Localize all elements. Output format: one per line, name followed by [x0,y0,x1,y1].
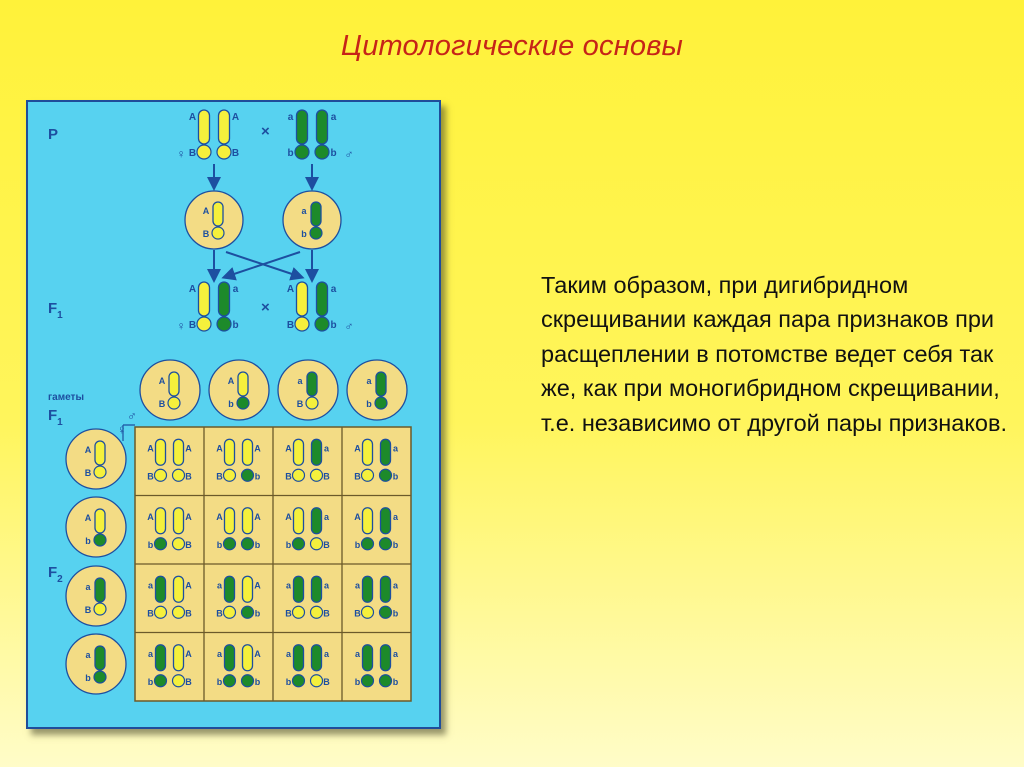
chromosome-dot [380,675,392,687]
allele-label: A [254,648,261,659]
allele-label: b [85,673,91,683]
chromosome-bar [381,439,391,465]
chromosome-dot [242,538,254,550]
allele-label: B [185,539,192,550]
chromosome-bar [213,202,223,226]
label-F1-letter: F [48,300,58,317]
allele-label: A [147,443,154,454]
chromosome-bar [381,508,391,534]
chromosome-dot [311,675,323,687]
chromosome-bar [199,110,210,144]
chromosome-dot [168,397,180,409]
chromosome-bar [156,576,166,602]
label-F2 [48,564,63,585]
chromosome-dot [380,606,392,618]
chromosome-dot [315,145,329,159]
punnett-male-symbol: ♂ [127,408,137,423]
allele-label: b [216,676,223,687]
chromosome-dot [293,469,305,481]
chromosome-bar [219,110,230,144]
allele-label: B [185,608,192,619]
allele-label: a [147,648,154,659]
allele-label: b [285,539,292,550]
chromosome-bar [219,282,230,316]
allele-label: a [392,511,399,522]
chromosome-bar [225,576,235,602]
chromosome-bar [243,576,253,602]
chromosome-dot [242,606,254,618]
allele-label: b [392,676,399,687]
chromosome-dot [237,397,249,409]
label-F2-letter: F [48,564,58,581]
chromosome-bar [363,576,373,602]
f1-gamete-top-4 [347,360,407,420]
chromosome-dot [155,538,167,550]
chromosome-bar [95,578,105,602]
chromosome-bar [294,576,304,602]
allele-label: a [216,580,223,591]
chromosome-dot [94,671,106,683]
chromosome-bar [381,645,391,671]
f1-gamete-left-4 [66,634,126,694]
diagram-canvas [28,102,439,727]
chromosome-dot [94,534,106,546]
chromosome-bar [199,282,210,316]
allele-label: B [285,608,292,619]
allele-label: b [85,536,91,546]
chromosome-bar [376,372,386,396]
chromosome-dot [380,469,392,481]
allele-label: A [354,511,361,522]
f1-gamete-top-3 [278,360,338,420]
allele-label: b [228,399,234,409]
allele-label: B [323,676,330,687]
chromosome-bar [174,576,184,602]
chromosome-dot [362,675,374,687]
chromosome-bar [307,372,317,396]
allele-label: a [301,206,307,216]
allele-label: B [188,320,197,331]
allele-label: B [147,471,154,482]
chromosome-dot [311,606,323,618]
allele-label: A [202,206,210,216]
chromosome-dot [155,469,167,481]
chromosome-bar [312,576,322,602]
chromosome-bar [95,509,105,533]
chromosome-dot [242,675,254,687]
chromosome-bar [225,439,235,465]
label-F2-sub: 2 [57,574,63,585]
allele-label: a [85,650,91,660]
allele-label: b [354,539,361,550]
chromosome-dot [242,469,254,481]
chromosome-dot [293,538,305,550]
allele-label: A [84,513,92,523]
allele-label: a [147,580,154,591]
f1-gamete-top-1 [140,360,200,420]
punnett-female-symbol: ♀ [117,422,127,437]
chromosome-dot [310,227,322,239]
allele-label: b [147,539,154,550]
allele-label: A [185,511,192,522]
allele-label: a [330,112,337,123]
body-text: Таким образом, при дигибридном скрещивании каждая пара признаков при расщеплении в потомстве ведет себя так же, как при моногибридном скрещивании, т.е. независимо от другой пары признаков. [541,272,1007,436]
allele-label: B [354,471,361,482]
chromosome-dot [197,145,211,159]
chromosome-bar [363,645,373,671]
allele-label: B [202,229,210,239]
allele-label: b [330,320,337,331]
allele-label: B [323,539,330,550]
allele-label: b [254,539,261,550]
chromosome-dot [315,317,329,331]
allele-label: A [227,376,235,386]
allele-label: A [185,580,192,591]
label-F1 [48,300,63,321]
chromosome-bar [156,439,166,465]
chromosome-bar [317,110,328,144]
allele-label: A [285,511,292,522]
chromosome-bar [363,508,373,534]
chromosome-dot [311,538,323,550]
chromosome-dot [293,606,305,618]
allele-label: B [286,320,295,331]
allele-label: A [254,443,261,454]
chromosome-dot [295,145,309,159]
allele-label: a [323,443,330,454]
allele-label: B [323,608,330,619]
f1-gamete-left-3 [66,566,126,626]
chromosome-bar [312,439,322,465]
allele-label: B [323,471,330,482]
allele-label: b [392,608,399,619]
chromosome-bar [363,439,373,465]
chromosome-dot [94,603,106,615]
chromosome-dot [362,469,374,481]
allele-label: A [158,376,166,386]
chromosome-bar [169,372,179,396]
chromosome-dot [173,538,185,550]
allele-label: a [285,580,292,591]
chromosome-dot [173,675,185,687]
allele-label: b [330,148,337,159]
chromosome-bar [294,645,304,671]
chromosome-bar [243,508,253,534]
allele-label: a [366,376,372,386]
label-F1-sub: 1 [57,310,63,321]
chromosome-dot [311,469,323,481]
allele-label: B [84,605,92,615]
chromosome-dot [306,397,318,409]
chromosome-bar [294,508,304,534]
allele-label: B [285,471,292,482]
f1-1-chromosomes [189,282,239,331]
chromosome-dot [197,317,211,331]
chromosome-dot [362,606,374,618]
chromosome-dot [224,675,236,687]
chromosome-dot [173,469,185,481]
chromosome-dot [362,538,374,550]
parent-1-chromosomes [189,110,239,159]
label-gametes-F1-letter: F [48,407,58,424]
allele-label: a [323,511,330,522]
chromosome-dot [293,675,305,687]
chromosome-bar [95,441,105,465]
allele-label: A [254,511,261,522]
chromosome-dot [224,606,236,618]
allele-label: a [287,112,294,123]
allele-label: a [392,580,399,591]
male-symbol: ♂ [344,319,354,333]
dynamic-layer [66,110,411,701]
allele-label: A [84,445,92,455]
allele-label: b [254,471,261,482]
cross-symbol-F1: × [261,299,270,316]
chromosome-bar [95,646,105,670]
allele-label: b [232,320,239,331]
allele-label: B [185,676,192,687]
chromosome-bar [174,508,184,534]
dihybrid-cross-diagram [26,100,441,729]
chromosome-dot [94,466,106,478]
chromosome-bar [156,645,166,671]
chromosome-dot [212,227,224,239]
chromosome-dot [295,317,309,331]
chromosome-bar [294,439,304,465]
parent-2-chromosomes [287,110,336,159]
allele-label: B [216,608,223,619]
allele-label: B [231,148,240,159]
allele-label: b [216,539,223,550]
chromosome-bar [243,645,253,671]
allele-label: a [392,648,399,659]
chromosome-bar [243,439,253,465]
chromosome-bar [238,372,248,396]
allele-label: b [366,399,372,409]
allele-label: A [216,443,223,454]
allele-label: a [232,284,239,295]
chromosome-dot [224,538,236,550]
allele-label: A [354,443,361,454]
allele-label: b [254,676,261,687]
chromosome-dot [217,145,231,159]
allele-label: b [287,148,294,159]
label-gametes-F1-sub: 1 [57,417,63,428]
f1-2-chromosomes [287,282,337,331]
allele-label: A [185,443,192,454]
allele-label: a [85,582,91,592]
chromosome-bar [312,508,322,534]
chromosome-dot [217,317,231,331]
f1-gamete-left-1 [66,429,126,489]
allele-label: a [330,284,337,295]
allele-label: b [254,608,261,619]
label-gametes: гаметы [48,392,84,403]
f1-gamete-left-2 [66,497,126,557]
allele-label: b [285,676,292,687]
slide-title: Цитологические основы [340,30,684,62]
chromosome-dot [375,397,387,409]
allele-label: b [354,676,361,687]
allele-label: A [231,112,240,123]
allele-label: A [188,112,197,123]
allele-label: B [188,148,197,159]
allele-label: B [296,399,304,409]
female-symbol: ♀ [176,319,186,333]
allele-label: b [147,676,154,687]
chromosome-dot [224,469,236,481]
allele-label: A [216,511,223,522]
parent-gamete-2 [283,191,341,249]
f1-gamete-top-2 [209,360,269,420]
chromosome-bar [174,645,184,671]
chromosome-bar [174,439,184,465]
allele-label: b [392,471,399,482]
allele-label: B [158,399,166,409]
chromosome-bar [297,282,308,316]
allele-label: a [354,580,361,591]
allele-label: A [147,511,154,522]
allele-label: b [392,539,399,550]
allele-label: B [84,468,92,478]
chromosome-dot [155,606,167,618]
parent-gamete-1 [185,191,243,249]
allele-label: A [285,443,292,454]
chromosome-bar [156,508,166,534]
chromosome-bar [381,576,391,602]
chromosome-dot [155,675,167,687]
allele-label: B [185,471,192,482]
allele-label: a [216,648,223,659]
label-P: P [48,126,59,143]
chromosome-bar [297,110,308,144]
cross-symbol-P: × [261,123,270,140]
chromosome-bar [311,202,321,226]
allele-label: A [185,648,192,659]
chromosome-bar [312,645,322,671]
male-symbol: ♂ [344,147,354,161]
chromosome-bar [225,645,235,671]
allele-label: a [354,648,361,659]
allele-label: a [392,443,399,454]
allele-label: B [216,471,223,482]
allele-label: A [188,284,197,295]
allele-label: B [354,608,361,619]
allele-label: b [301,229,307,239]
allele-label: B [147,608,154,619]
label-gametes-F1 [48,407,63,428]
allele-label: A [254,580,261,591]
allele-label: a [285,648,292,659]
allele-label: A [286,284,295,295]
allele-label: a [323,648,330,659]
female-symbol: ♀ [176,147,186,161]
chromosome-bar [317,282,328,316]
chromosome-dot [173,606,185,618]
allele-label: a [297,376,303,386]
allele-label: a [323,580,330,591]
chromosome-bar [225,508,235,534]
chromosome-dot [380,538,392,550]
